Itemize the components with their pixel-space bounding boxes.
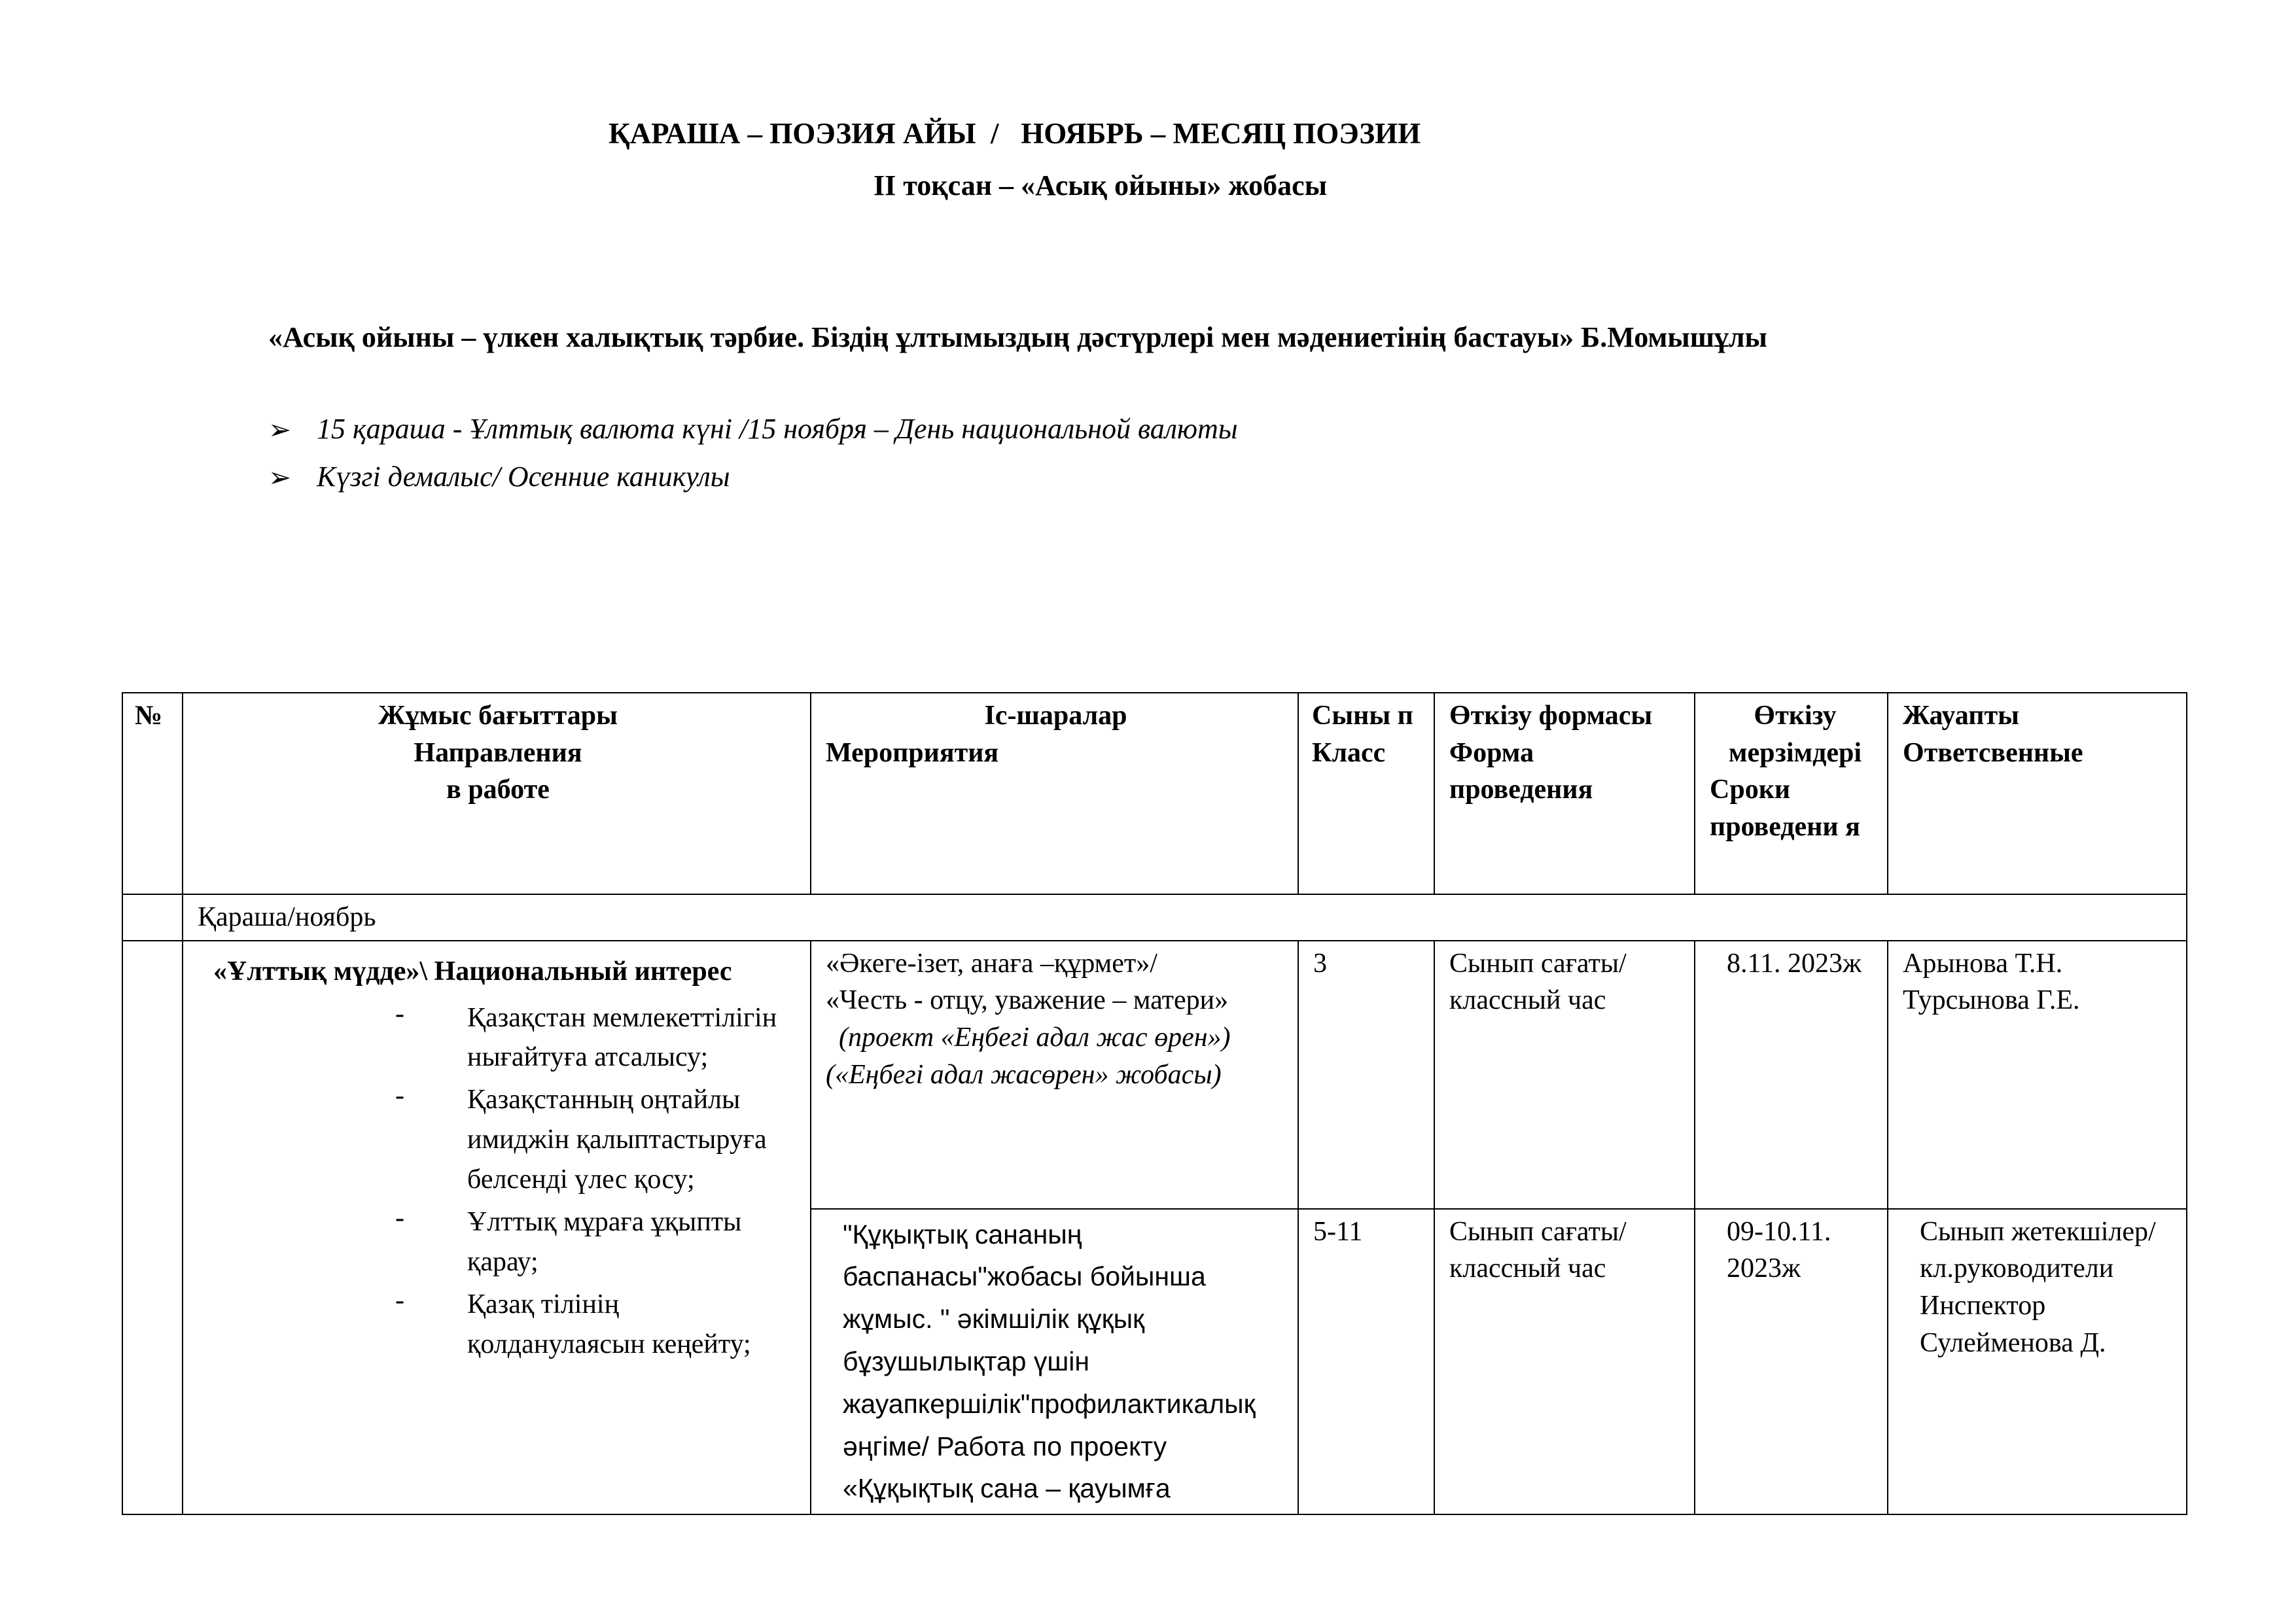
list-item: - Қазақстан мемлекеттілігін нығайтуға атсалысу; — [395, 998, 777, 1073]
arrowhead-bullet-icon: ➢ — [268, 463, 292, 493]
header-events: Іс-шаралар Мероприятия — [811, 693, 1298, 894]
header-responsible: Жауапты Ответсвенные — [1888, 693, 2187, 894]
list-item — [268, 411, 1238, 459]
page-subtitle: ІІ тоқсан – «Асық ойыны» жобасы — [874, 169, 1328, 201]
arrowhead-bullet-icon: ➢ — [268, 415, 292, 445]
list-item: - Қазақстанның оңтайлы имиджін қалыптастыруға белсенді үлес қосу; — [395, 1081, 767, 1195]
event-cell: «Әкеге-ізет, анаға –құрмет»/ «Честь - отцу, уважение – матери» (проект «Еңбегі адал жас өрен») («Еңбегі адал жасөрен» жобасы) — [811, 941, 1298, 1209]
event-cell: "Құқықтық сананың баспанасы"жобасы бойынша жұмыс. " әкімшілік құқық бұзушылықтар үшін жауапкершілік"профилактикалық әңгіме/ Работа по проекту «Құқықтық сана – қауымға — [811, 1209, 1298, 1514]
dates-cell: 8.11. 2023ж — [1695, 941, 1888, 1209]
dates-cell: 09-10.11. 2023ж — [1695, 1209, 1888, 1514]
direction-items — [199, 998, 798, 1365]
row-num-cell — [122, 941, 183, 1514]
note-text: Күзгі демалыс/ Осенние каникулы — [317, 461, 730, 493]
header-num: № — [122, 693, 183, 894]
header-dates: Өткізу мерзімдері Сроки проведени я — [1695, 693, 1888, 894]
header-direction: Жұмыс бағыттары Направления в работе — [183, 693, 811, 894]
direction-cell — [183, 941, 811, 1514]
header-class: Сыны п Класс — [1298, 693, 1434, 894]
form-cell: Сынып сағаты/ классный час — [1434, 941, 1695, 1209]
month-row — [122, 894, 2187, 941]
notes-list — [268, 411, 1238, 506]
class-cell: 5-11 — [1298, 1209, 1434, 1514]
direction-title: «Ұлттық мүдде»\ Национальный интерес — [213, 956, 732, 986]
header-form: Өткізу формасы Форма проведения — [1434, 693, 1695, 894]
list-item: - Ұлттық мұраға ұқыпты қарау; — [395, 1203, 742, 1277]
list-item: - Қазақ тілінің қолданулаясын кеңейту; — [395, 1285, 751, 1359]
form-cell: Сынып сағаты/классный час — [1434, 1209, 1695, 1514]
class-cell: 3 — [1298, 941, 1434, 1209]
month-label: Қараша/ноябрь — [183, 894, 2187, 941]
plan-table — [122, 692, 2187, 1515]
note-text: 15 қараша - Ұлттық валюта күні /15 ноября – День национальной валюты — [317, 413, 1238, 445]
table-row — [122, 941, 2187, 1209]
list-item — [268, 459, 1238, 506]
table-header-row — [122, 693, 2187, 894]
epigraph-quote: «Асық ойыны – үлкен халықтық тәрбие. Біздің ұлтымыздың дәстүрлері мен мәдениетінің бастауы» Б.Момышұлы — [268, 321, 1767, 353]
responsible-cell: Сынып жетекшілер/ кл.руководители Инспектор Сулейменова Д. — [1888, 1209, 2187, 1514]
responsible-cell: Арынова Т.Н. Турсынова Г.Е. — [1888, 941, 2187, 1209]
month-row-empty-cell — [122, 894, 183, 941]
page-title: ҚАРАША – ПОЭЗИЯ АЙЫ / НОЯБРЬ – МЕСЯЦ ПОЭЗИИ — [609, 117, 1421, 150]
